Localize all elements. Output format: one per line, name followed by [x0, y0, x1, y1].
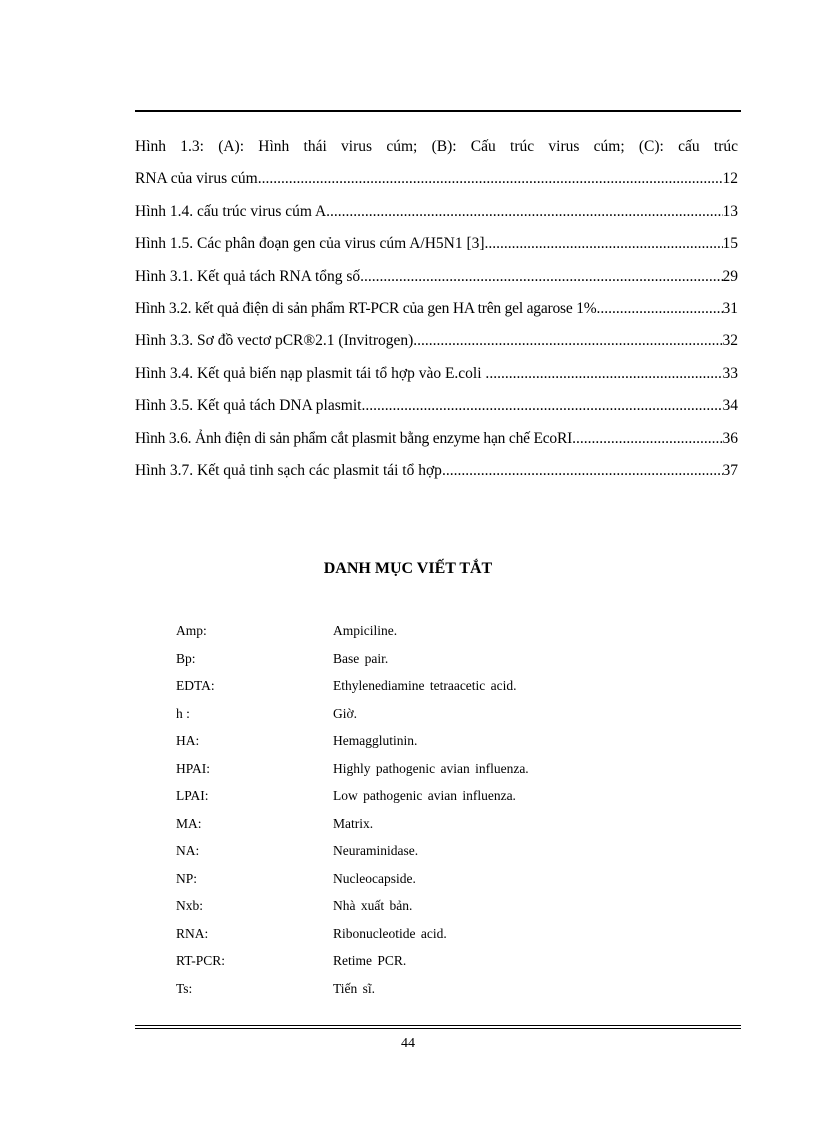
figure-entry[interactable]: [135, 325, 738, 357]
abbreviation-definition: Nucleocapside.: [333, 870, 416, 886]
figure-entry[interactable]: [135, 196, 738, 228]
abbreviation-row: [176, 892, 656, 920]
abbreviation-term: RT-PCR:: [176, 953, 225, 968]
dot-leader: [361, 390, 722, 422]
figure-entry-text: Hình 3.1. Kết quả tách RNA tổng số: [135, 267, 361, 285]
abbreviation-definition: Matrix.: [333, 815, 374, 831]
dot-leader: [597, 293, 723, 325]
figure-entry-text: Hình 3.2. kết quả điện di sản phẩm RT-PCR của gen HA trên gel agarose 1%: [135, 300, 597, 318]
abbreviation-term: MA:: [176, 815, 202, 831]
dot-leader: [326, 196, 722, 228]
figure-entry[interactable]: [135, 358, 738, 390]
abbreviation-row: [176, 975, 656, 1003]
figure-page-number: 29: [722, 267, 738, 285]
figure-page-number: 31: [722, 300, 738, 318]
abbreviation-term: Nxb:: [176, 898, 203, 913]
figure-entry-text: Hình 3.5. Kết quả tách DNA plasmit: [135, 397, 362, 415]
abbreviation-row: [176, 782, 656, 810]
abbreviation-row: [176, 947, 656, 975]
abbreviation-term: EDTA:: [176, 678, 215, 693]
figure-entry[interactable]: [135, 261, 738, 293]
abbreviation-row: [176, 672, 656, 700]
abbreviation-term: h :: [176, 705, 190, 721]
abbreviation-definition: Neuraminidase.: [333, 843, 419, 858]
abbreviation-term: HA:: [176, 733, 200, 748]
abbreviation-definition: Low pathogenic avian influenza.: [333, 788, 516, 803]
figure-page-number: 12: [722, 170, 738, 188]
figure-entry-text: Hình 1.3: (A): Hình thái virus cúm; (B): Cấu trúc virus cúm; (C): cấu trúc: [135, 138, 738, 155]
dot-leader: [413, 325, 722, 357]
figure-page-number: 13: [722, 202, 738, 220]
abbreviation-definition: Highly pathogenic avian influenza.: [333, 760, 529, 776]
figure-entry-text: Hình 1.4. cấu trúc virus cúm A: [135, 202, 327, 220]
page-number: 44: [401, 1036, 415, 1051]
figure-entry[interactable]: [135, 131, 738, 196]
abbreviation-row: [176, 810, 656, 838]
abbreviation-term: Bp:: [176, 650, 196, 666]
abbreviation-definition: Retime PCR.: [333, 953, 407, 968]
figure-entry-text: RNA của virus cúm.: [135, 170, 262, 188]
dot-leader: [360, 261, 722, 293]
abbreviation-definition: Tiến sĩ.: [333, 980, 376, 996]
footer-rule: [135, 1025, 741, 1029]
figure-page-number: 36: [722, 429, 738, 447]
abbreviation-row: [176, 837, 656, 865]
abbreviation-definition: Nhà xuất bản.: [333, 898, 413, 913]
figure-entry-text: Hình 3.3. Sơ đồ vectơ pCR®2.1 (Invitrogen): [135, 332, 414, 350]
figure-entry-text: Hình 3.7. Kết quả tinh sạch các plasmit tái tổ hợp: [135, 462, 442, 480]
abbreviation-definition: Base pair.: [333, 650, 389, 666]
figure-entry[interactable]: [135, 228, 738, 260]
figure-page-number: 33: [722, 364, 738, 382]
figure-list: [135, 131, 738, 487]
abbreviation-definition: Ampiciline.: [333, 623, 398, 638]
dot-leader: [489, 358, 722, 390]
abbreviation-term: RNA:: [176, 925, 209, 941]
figure-page-number: 34: [722, 397, 738, 415]
abbreviation-row: [176, 645, 656, 673]
abbreviation-definition: Giờ.: [333, 705, 358, 721]
dot-leader: [262, 163, 723, 195]
figure-entry[interactable]: [135, 455, 738, 487]
abbreviation-term: NA:: [176, 843, 200, 858]
figure-entry-text: Hình 3.4. Kết quả biến nạp plasmit tái tổ hợp vào E.coli .: [135, 364, 490, 382]
abbreviation-term: NP:: [176, 870, 198, 886]
abbreviation-term: Amp:: [176, 623, 207, 638]
abbreviation-term: HPAI:: [176, 760, 211, 776]
abbreviation-definition: Ethylenediamine tetraacetic acid.: [333, 678, 517, 693]
figure-page-number: 15: [722, 235, 738, 253]
dot-leader: [572, 423, 722, 455]
figure-entry-text: Hình 3.6. Ảnh điện di sản phẩm cắt plasmit bằng enzyme hạn chế EcoRI: [135, 429, 573, 447]
figure-entry-text: Hình 1.5. Các phân đoạn gen của virus cúm A/H5N1 [3].: [135, 235, 489, 253]
abbreviation-term: LPAI:: [176, 788, 209, 803]
abbreviation-definition: Ribonucleotide acid.: [333, 925, 447, 941]
figure-entry[interactable]: [135, 293, 738, 325]
abbreviation-row: [176, 727, 656, 755]
abbreviation-definition: Hemagglutinin.: [333, 733, 418, 748]
abbreviation-row: [176, 700, 656, 728]
header-rule: [135, 110, 741, 112]
abbreviation-row: [176, 755, 656, 783]
figure-entry[interactable]: [135, 390, 738, 422]
abbreviation-row: [176, 617, 656, 645]
abbreviations-heading: DANH MỤC VIẾT TẮT: [323, 560, 493, 577]
figure-page-number: 37: [722, 462, 738, 480]
abbreviation-list: [176, 617, 656, 1002]
figure-page-number: 32: [722, 332, 738, 350]
abbreviation-row: [176, 865, 656, 893]
dot-leader: [442, 455, 723, 487]
dot-leader: [488, 228, 722, 260]
abbreviation-term: Ts:: [176, 980, 193, 996]
figure-entry[interactable]: [135, 423, 738, 455]
abbreviation-row: [176, 920, 656, 948]
